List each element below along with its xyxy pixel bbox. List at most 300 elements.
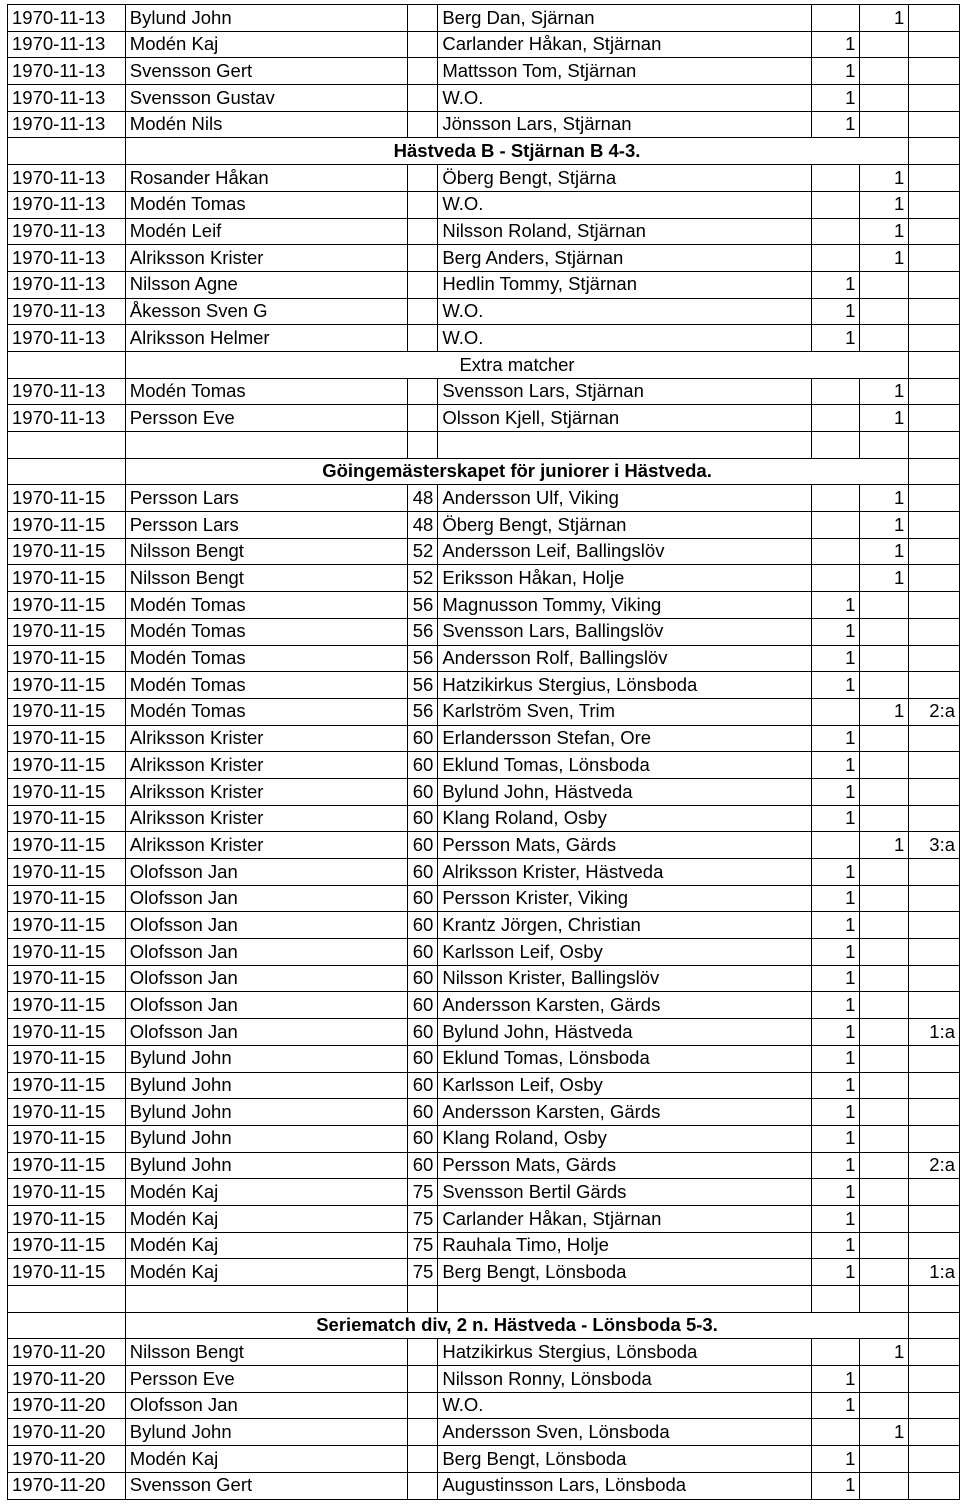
win-count [811,5,860,32]
match-row [8,111,960,138]
loss-count [860,965,909,992]
match-date: 1970-11-15 [8,1099,126,1126]
opponent-name: Berg Bengt, Lönsboda [438,1259,811,1286]
match-date: 1970-11-13 [8,191,126,218]
placement-note: 2:a [909,698,960,725]
win-count: 1 [811,1472,860,1499]
opponent-name: Andersson Rolf, Ballingslöv [438,645,811,672]
loss-count: 1 [860,1419,909,1446]
age-class [407,165,438,192]
empty-cell [8,1312,126,1339]
placement-note [909,939,960,966]
placement-note [909,1366,960,1393]
match-date: 1970-11-13 [8,271,126,298]
match-date: 1970-11-15 [8,1072,126,1099]
loss-count [860,1125,909,1152]
empty-cell [407,1286,438,1313]
placement-note [909,111,960,138]
age-class [407,111,438,138]
age-class [407,191,438,218]
age-class [407,5,438,32]
win-count: 1 [811,965,860,992]
empty-cell [125,1286,407,1313]
match-row [8,618,960,645]
age-class: 60 [407,1045,438,1072]
match-date: 1970-11-15 [8,1232,126,1259]
age-class: 56 [407,592,438,619]
player-name: Olofsson Jan [125,859,407,886]
placement-note [909,885,960,912]
match-date: 1970-11-15 [8,538,126,565]
match-date: 1970-11-15 [8,832,126,859]
loss-count: 1 [860,538,909,565]
match-row [8,271,960,298]
empty-cell [811,1286,860,1313]
win-count [811,1419,860,1446]
loss-count [860,1099,909,1126]
win-count: 1 [811,778,860,805]
win-count [811,405,860,432]
match-date: 1970-11-15 [8,1259,126,1286]
match-date: 1970-11-13 [8,378,126,405]
opponent-name: Krantz Jörgen, Christian [438,912,811,939]
loss-count: 1 [860,245,909,272]
opponent-name: Eklund Tomas, Lönsboda [438,752,811,779]
section-title: Extra matcher [125,351,908,378]
opponent-name: Alriksson Krister, Hästveda [438,859,811,886]
player-name: Modén Nils [125,111,407,138]
match-date: 1970-11-15 [8,592,126,619]
placement-note [909,512,960,539]
match-date: 1970-11-15 [8,672,126,699]
empty-cell [8,1286,126,1313]
opponent-name: Carlander Håkan, Stjärnan [438,31,811,58]
loss-count [860,778,909,805]
player-name: Modén Kaj [125,1205,407,1232]
player-name: Bylund John [125,1419,407,1446]
player-name: Modén Tomas [125,672,407,699]
loss-count [860,912,909,939]
opponent-name: Hedlin Tommy, Stjärnan [438,271,811,298]
match-row [8,912,960,939]
loss-count [860,1259,909,1286]
section-header-row [8,351,960,378]
placement-note [909,538,960,565]
placement-note [909,378,960,405]
empty-cell [8,351,126,378]
player-name: Nilsson Bengt [125,565,407,592]
match-row [8,645,960,672]
opponent-name: W.O. [438,298,811,325]
match-date: 1970-11-13 [8,405,126,432]
placement-note [909,165,960,192]
loss-count [860,1392,909,1419]
win-count: 1 [811,1259,860,1286]
player-name: Olofsson Jan [125,1019,407,1046]
player-name: Alriksson Krister [125,778,407,805]
loss-count: 1 [860,405,909,432]
opponent-name: Persson Mats, Gärds [438,832,811,859]
placement-note [909,1232,960,1259]
loss-count [860,271,909,298]
match-date: 1970-11-20 [8,1419,126,1446]
opponent-name: Erlandersson Stefan, Ore [438,725,811,752]
match-row [8,778,960,805]
age-class [407,405,438,432]
placement-note [909,1339,960,1366]
opponent-name: Carlander Håkan, Stjärnan [438,1205,811,1232]
age-class: 56 [407,698,438,725]
win-count: 1 [811,31,860,58]
loss-count: 1 [860,218,909,245]
section-title: Hästveda B - Stjärnan B 4-3. [125,138,908,165]
loss-count: 1 [860,565,909,592]
age-class [407,1392,438,1419]
placement-note [909,1472,960,1499]
placement-note [909,618,960,645]
age-class: 56 [407,645,438,672]
age-class [407,1472,438,1499]
loss-count [860,85,909,112]
match-row [8,1099,960,1126]
loss-count [860,1232,909,1259]
opponent-name: Andersson Karsten, Gärds [438,992,811,1019]
match-row [8,1125,960,1152]
match-row [8,725,960,752]
win-count: 1 [811,1232,860,1259]
age-class: 75 [407,1179,438,1206]
loss-count: 1 [860,191,909,218]
placement-note [909,565,960,592]
age-class: 52 [407,565,438,592]
match-date: 1970-11-15 [8,912,126,939]
opponent-name: Karlström Sven, Trim [438,698,811,725]
empty-cell [811,432,860,459]
opponent-name: Svensson Bertil Gärds [438,1179,811,1206]
player-name: Modén Tomas [125,378,407,405]
loss-count [860,645,909,672]
match-date: 1970-11-13 [8,165,126,192]
player-name: Alriksson Krister [125,245,407,272]
loss-count [860,1152,909,1179]
empty-cell [909,1312,960,1339]
match-date: 1970-11-15 [8,752,126,779]
loss-count: 1 [860,1339,909,1366]
opponent-name: Svensson Lars, Stjärnan [438,378,811,405]
placement-note [909,191,960,218]
age-class [407,1419,438,1446]
player-name: Modén Tomas [125,592,407,619]
player-name: Åkesson Sven G [125,298,407,325]
match-date: 1970-11-20 [8,1392,126,1419]
player-name: Svensson Gustav [125,85,407,112]
empty-cell [860,1286,909,1313]
placement-note [909,805,960,832]
match-row [8,58,960,85]
opponent-name: Berg Dan, Sjärnan [438,5,811,32]
opponent-name: Andersson Sven, Lönsboda [438,1419,811,1446]
win-count [811,245,860,272]
placement-note [909,725,960,752]
player-name: Alriksson Krister [125,832,407,859]
placement-note [909,752,960,779]
win-count: 1 [811,1125,860,1152]
player-name: Modén Kaj [125,1259,407,1286]
placement-note [909,1446,960,1473]
placement-note [909,5,960,32]
age-class: 60 [407,939,438,966]
match-row [8,405,960,432]
player-name: Bylund John [125,1045,407,1072]
opponent-name: Klang Roland, Osby [438,805,811,832]
win-count: 1 [811,805,860,832]
player-name: Modén Tomas [125,618,407,645]
player-name: Persson Eve [125,405,407,432]
match-row [8,218,960,245]
empty-cell [8,458,126,485]
match-row [8,1179,960,1206]
match-date: 1970-11-13 [8,111,126,138]
age-class: 60 [407,725,438,752]
opponent-name: Persson Mats, Gärds [438,1152,811,1179]
match-row [8,752,960,779]
age-class: 48 [407,512,438,539]
match-date: 1970-11-15 [8,1205,126,1232]
placement-note [909,405,960,432]
age-class: 60 [407,885,438,912]
match-date: 1970-11-20 [8,1472,126,1499]
match-date: 1970-11-15 [8,1125,126,1152]
age-class: 56 [407,672,438,699]
loss-count [860,1472,909,1499]
win-count: 1 [811,1392,860,1419]
placement-note [909,1072,960,1099]
win-count: 1 [811,298,860,325]
match-row [8,85,960,112]
match-date: 1970-11-15 [8,805,126,832]
age-class [407,31,438,58]
empty-cell [8,138,126,165]
age-class: 60 [407,1099,438,1126]
opponent-name: Karlsson Leif, Osby [438,939,811,966]
empty-cell [909,432,960,459]
section-header-row [8,1312,960,1339]
win-count: 1 [811,859,860,886]
match-row [8,1259,960,1286]
match-row [8,698,960,725]
match-row [8,512,960,539]
opponent-name: Berg Anders, Stjärnan [438,245,811,272]
match-date: 1970-11-15 [8,618,126,645]
loss-count [860,111,909,138]
win-count: 1 [811,271,860,298]
player-name: Alriksson Krister [125,725,407,752]
loss-count [860,939,909,966]
match-row [8,1472,960,1499]
win-count: 1 [811,1152,860,1179]
win-count: 1 [811,1019,860,1046]
loss-count [860,752,909,779]
opponent-name: Karlsson Leif, Osby [438,1072,811,1099]
placement-note [909,298,960,325]
match-row [8,832,960,859]
loss-count: 1 [860,832,909,859]
win-count: 1 [811,912,860,939]
opponent-name: Öberg Bengt, Stjärna [438,165,811,192]
player-name: Modén Kaj [125,1446,407,1473]
opponent-name: Olsson Kjell, Stjärnan [438,405,811,432]
match-row [8,1419,960,1446]
age-class: 60 [407,1152,438,1179]
age-class: 60 [407,1072,438,1099]
win-count [811,485,860,512]
match-date: 1970-11-13 [8,298,126,325]
win-count: 1 [811,1205,860,1232]
match-row [8,805,960,832]
win-count: 1 [811,325,860,352]
player-name: Olofsson Jan [125,939,407,966]
match-date: 1970-11-13 [8,325,126,352]
match-row [8,1045,960,1072]
match-row [8,31,960,58]
loss-count [860,859,909,886]
opponent-name: Andersson Karsten, Gärds [438,1099,811,1126]
player-name: Bylund John [125,1152,407,1179]
player-name: Modén Tomas [125,645,407,672]
match-row [8,325,960,352]
player-name: Svensson Gert [125,1472,407,1499]
match-row [8,165,960,192]
opponent-name: Nilsson Krister, Ballingslöv [438,965,811,992]
loss-count [860,1072,909,1099]
age-class [407,218,438,245]
opponent-name: Klang Roland, Osby [438,1125,811,1152]
loss-count: 1 [860,485,909,512]
placement-note [909,912,960,939]
match-date: 1970-11-20 [8,1366,126,1393]
match-row [8,992,960,1019]
opponent-name: Augustinsson Lars, Lönsboda [438,1472,811,1499]
empty-cell [125,432,407,459]
loss-count [860,1205,909,1232]
placement-note [909,1419,960,1446]
win-count: 1 [811,592,860,619]
win-count: 1 [811,885,860,912]
age-class: 48 [407,485,438,512]
loss-count [860,1019,909,1046]
age-class [407,298,438,325]
match-row [8,485,960,512]
match-date: 1970-11-15 [8,1179,126,1206]
placement-note [909,1045,960,1072]
win-count: 1 [811,1099,860,1126]
empty-cell [909,351,960,378]
win-count [811,1339,860,1366]
opponent-name: Bylund John, Hästveda [438,1019,811,1046]
placement-note [909,1125,960,1152]
loss-count [860,725,909,752]
win-count: 1 [811,672,860,699]
placement-note [909,1099,960,1126]
match-row [8,1019,960,1046]
match-row [8,1339,960,1366]
results-table-body [8,5,960,1500]
empty-cell [438,1286,811,1313]
opponent-name: Hatzikirkus Stergius, Lönsboda [438,672,811,699]
player-name: Modén Tomas [125,191,407,218]
match-date: 1970-11-15 [8,698,126,725]
results-table [7,4,960,1500]
match-date: 1970-11-20 [8,1339,126,1366]
opponent-name: W.O. [438,325,811,352]
player-name: Persson Lars [125,512,407,539]
match-date: 1970-11-13 [8,245,126,272]
placement-note: 3:a [909,832,960,859]
match-row [8,245,960,272]
age-class [407,1446,438,1473]
age-class: 60 [407,912,438,939]
win-count [811,218,860,245]
placement-note [909,271,960,298]
age-class [407,378,438,405]
placement-note [909,965,960,992]
win-count [811,832,860,859]
match-row [8,1392,960,1419]
age-class [407,271,438,298]
player-name: Olofsson Jan [125,992,407,1019]
opponent-name: Bylund John, Hästveda [438,778,811,805]
opponent-name: Rauhala Timo, Holje [438,1232,811,1259]
placement-note [909,592,960,619]
loss-count: 1 [860,698,909,725]
match-row [8,885,960,912]
win-count: 1 [811,111,860,138]
match-date: 1970-11-15 [8,1019,126,1046]
match-date: 1970-11-15 [8,992,126,1019]
opponent-name: Berg Bengt, Lönsboda [438,1446,811,1473]
age-class: 60 [407,992,438,1019]
blank-row [8,1286,960,1313]
win-count: 1 [811,939,860,966]
opponent-name: Mattsson Tom, Stjärnan [438,58,811,85]
match-date: 1970-11-15 [8,485,126,512]
win-count: 1 [811,618,860,645]
age-class: 52 [407,538,438,565]
opponent-name: Andersson Leif, Ballingslöv [438,538,811,565]
win-count: 1 [811,1179,860,1206]
placement-note [909,1179,960,1206]
match-date: 1970-11-15 [8,645,126,672]
win-count [811,512,860,539]
win-count [811,565,860,592]
match-date: 1970-11-15 [8,512,126,539]
results-sheet [7,4,960,1500]
match-date: 1970-11-13 [8,58,126,85]
player-name: Modén Tomas [125,698,407,725]
opponent-name: W.O. [438,1392,811,1419]
placement-note [909,218,960,245]
player-name: Bylund John [125,1099,407,1126]
placement-note [909,672,960,699]
player-name: Olofsson Jan [125,912,407,939]
player-name: Persson Eve [125,1366,407,1393]
win-count: 1 [811,1366,860,1393]
win-count: 1 [811,992,860,1019]
match-date: 1970-11-15 [8,565,126,592]
opponent-name: Eklund Tomas, Lönsboda [438,1045,811,1072]
match-date: 1970-11-15 [8,885,126,912]
empty-cell [860,432,909,459]
